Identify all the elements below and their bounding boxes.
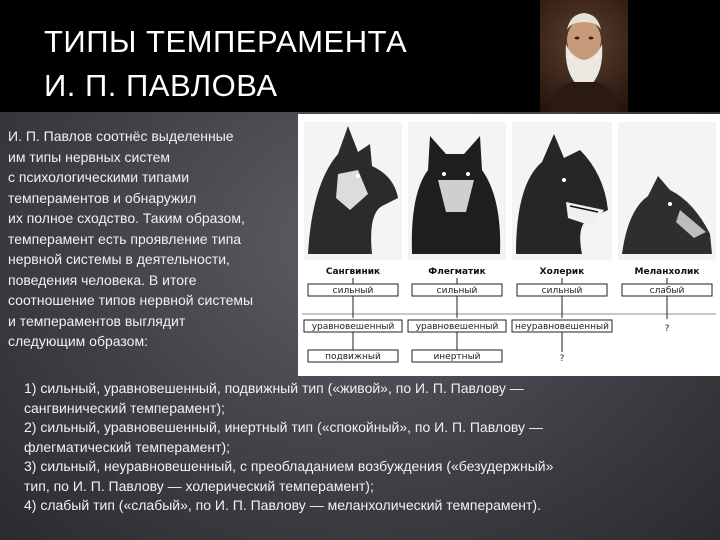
balance-label-choleric: неуравновешенный bbox=[514, 322, 610, 332]
list-line: 4) слабый тип («слабый», по И. П. Павлову — меланхолический темперамент). bbox=[24, 497, 541, 513]
strength-label-melancholic: слабый bbox=[649, 286, 685, 296]
list-line: сангвинический темперамент); bbox=[24, 399, 225, 416]
column-name-melancholic: Меланхолик bbox=[634, 267, 700, 277]
list-line: 1) сильный, уравновешенный, подвижный тип («живой», по И. П. Павлову — bbox=[24, 380, 524, 396]
intro-line: поведения человека. В итоге bbox=[8, 271, 197, 288]
balance-label-phlegmatic: уравновешенный bbox=[415, 322, 499, 332]
list-line: флегматический темперамент); bbox=[24, 438, 231, 455]
intro-line: нервной системы в деятельности, bbox=[8, 251, 230, 267]
column-name-sanguine: Сангвиник bbox=[325, 267, 381, 277]
pavlov-portrait bbox=[540, 0, 628, 112]
balance-label-sanguine: уравновешенный bbox=[311, 322, 395, 332]
dog-illustration-sanguine bbox=[304, 122, 402, 260]
dog-illustration-choleric bbox=[512, 122, 612, 260]
intro-line: темпераментов и обнаружил bbox=[8, 189, 197, 206]
dog-illustration-melancholic bbox=[618, 122, 716, 260]
intro-line: следующим образом: bbox=[8, 333, 148, 349]
list-line: 3) сильный, неуравновешенный, с преобладанием возбуждения («безудержный» bbox=[24, 458, 554, 474]
intro-line: с психологическими типами bbox=[8, 169, 190, 185]
list-line: тип, по И. П. Павлову — холерический темперамент); bbox=[24, 477, 374, 494]
intro-line: и темпераментов выглядит bbox=[8, 312, 186, 329]
title-line-1: ТИПЫ ТЕМПЕРАМЕНТА bbox=[44, 24, 408, 59]
intro-line: И. П. Павлов соотнёс выделенные bbox=[8, 128, 234, 144]
column-name-phlegmatic: Флегматик bbox=[428, 267, 486, 277]
strength-label-phlegmatic: сильный bbox=[436, 286, 478, 296]
mobility-label-phlegmatic: инертный bbox=[433, 352, 481, 362]
column-name-choleric: Холерик bbox=[539, 267, 585, 277]
intro-line: им типы нервных систем bbox=[8, 148, 171, 165]
list-line: 2) сильный, уравновешенный, инертный тип («спокойный», по И. П. Павлову — bbox=[24, 419, 543, 435]
intro-line: соотношение типов нервной системы bbox=[8, 292, 254, 308]
intro-line: их полное сходство. Таким образом, bbox=[8, 210, 245, 226]
mobility-label-choleric: ? bbox=[559, 354, 565, 364]
title-line-2: И. П. ПАВЛОВА bbox=[44, 68, 278, 103]
balance-label-melancholic: ? bbox=[664, 324, 670, 334]
title-band bbox=[0, 0, 720, 112]
strength-label-choleric: сильный bbox=[541, 286, 583, 296]
intro-line: темперамент есть проявление типа bbox=[8, 230, 242, 247]
strength-label-sanguine: сильный bbox=[332, 286, 374, 296]
mobility-label-sanguine: подвижный bbox=[325, 352, 381, 362]
dog-illustration-phlegmatic bbox=[408, 122, 506, 260]
page-title bbox=[44, 20, 407, 108]
temperament-dogs-figure bbox=[298, 114, 720, 376]
temperament-list bbox=[24, 379, 714, 516]
intro-paragraph bbox=[8, 126, 300, 352]
